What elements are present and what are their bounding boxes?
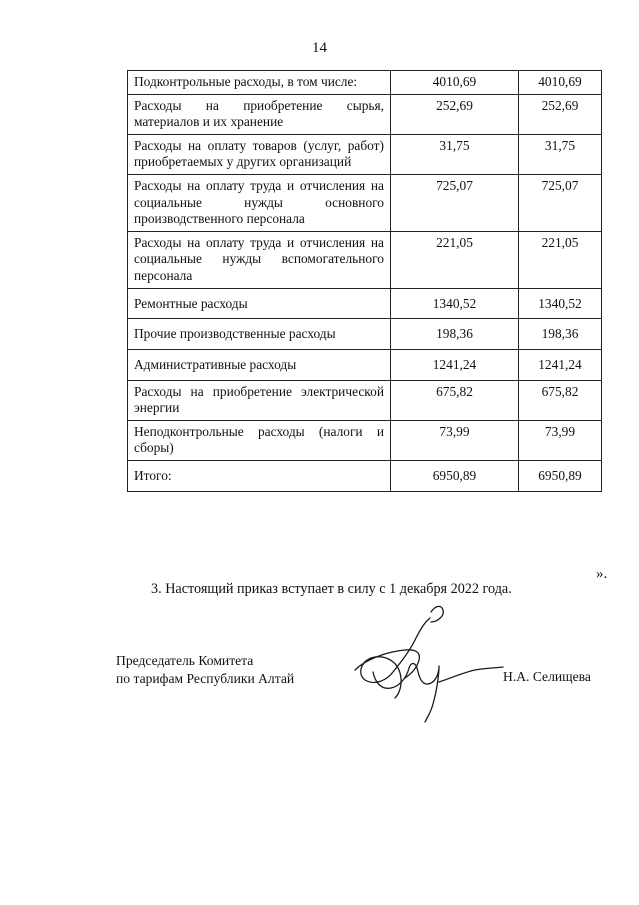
row-name: Расходы на оплату труда и отчисления на социальные нужды вспомогательного персонала bbox=[128, 231, 391, 288]
row-value-2: 675,82 bbox=[519, 380, 602, 420]
table-row bbox=[128, 134, 602, 174]
row-name: Административные расходы bbox=[128, 349, 391, 380]
cost-table bbox=[127, 70, 602, 492]
table-row bbox=[128, 319, 602, 350]
row-name: Неподконтрольные расходы (налоги и сборы) bbox=[128, 420, 391, 460]
handwritten-signature bbox=[335, 600, 510, 725]
row-value-1: 73,99 bbox=[391, 420, 519, 460]
signer-position-line-2: по тарифам Республики Алтай bbox=[116, 670, 295, 686]
row-value-1: 198,36 bbox=[391, 319, 519, 350]
row-value-2: 252,69 bbox=[519, 94, 602, 134]
row-value-2: 4010,69 bbox=[519, 71, 602, 95]
page-number: 14 bbox=[312, 40, 327, 56]
row-value-1: 1340,52 bbox=[391, 288, 519, 319]
table-row bbox=[128, 94, 602, 134]
row-value-1: 725,07 bbox=[391, 175, 519, 232]
row-value-1: 1241,24 bbox=[391, 349, 519, 380]
row-value-2: 1241,24 bbox=[519, 349, 602, 380]
row-value-1: 31,75 bbox=[391, 134, 519, 174]
row-name: Прочие производственные расходы bbox=[128, 319, 391, 350]
table-row-total bbox=[128, 460, 602, 491]
row-value-2: 725,07 bbox=[519, 175, 602, 232]
table-row bbox=[128, 380, 602, 420]
row-name: Подконтрольные расходы, в том числе: bbox=[128, 71, 391, 95]
row-value-2: 1340,52 bbox=[519, 288, 602, 319]
closing-quote: ». bbox=[596, 566, 608, 582]
row-name: Расходы на оплату труда и отчисления на социальные нужды основного производственного персонала bbox=[128, 175, 391, 232]
clause-3: 3. Настоящий приказ вступает в силу с 1 декабря 2022 года. bbox=[151, 581, 512, 597]
signer-name: Н.А. Селищева bbox=[503, 669, 591, 684]
row-value-1: 4010,69 bbox=[391, 71, 519, 95]
row-value-1: 221,05 bbox=[391, 231, 519, 288]
table-row bbox=[128, 349, 602, 380]
table-row bbox=[128, 420, 602, 460]
table-row bbox=[128, 288, 602, 319]
row-value-1: 6950,89 bbox=[391, 460, 519, 491]
row-name: Итого: bbox=[128, 460, 391, 491]
signer-position bbox=[116, 652, 294, 688]
row-value-1: 675,82 bbox=[391, 380, 519, 420]
row-name: Расходы на приобретение сырья, материалов и их хранение bbox=[128, 94, 391, 134]
table-row bbox=[128, 71, 602, 95]
row-value-2: 221,05 bbox=[519, 231, 602, 288]
row-name: Расходы на приобретение электрической энергии bbox=[128, 380, 391, 420]
table-row bbox=[128, 231, 602, 288]
table-row bbox=[128, 175, 602, 232]
row-value-2: 198,36 bbox=[519, 319, 602, 350]
row-value-2: 6950,89 bbox=[519, 460, 602, 491]
row-name: Ремонтные расходы bbox=[128, 288, 391, 319]
row-name: Расходы на оплату товаров (услуг, работ) приобретаемых у других организаций bbox=[128, 134, 391, 174]
row-value-2: 73,99 bbox=[519, 420, 602, 460]
row-value-2: 31,75 bbox=[519, 134, 602, 174]
signer-position-line-1: Председатель Комитета bbox=[116, 653, 254, 668]
row-value-1: 252,69 bbox=[391, 94, 519, 134]
